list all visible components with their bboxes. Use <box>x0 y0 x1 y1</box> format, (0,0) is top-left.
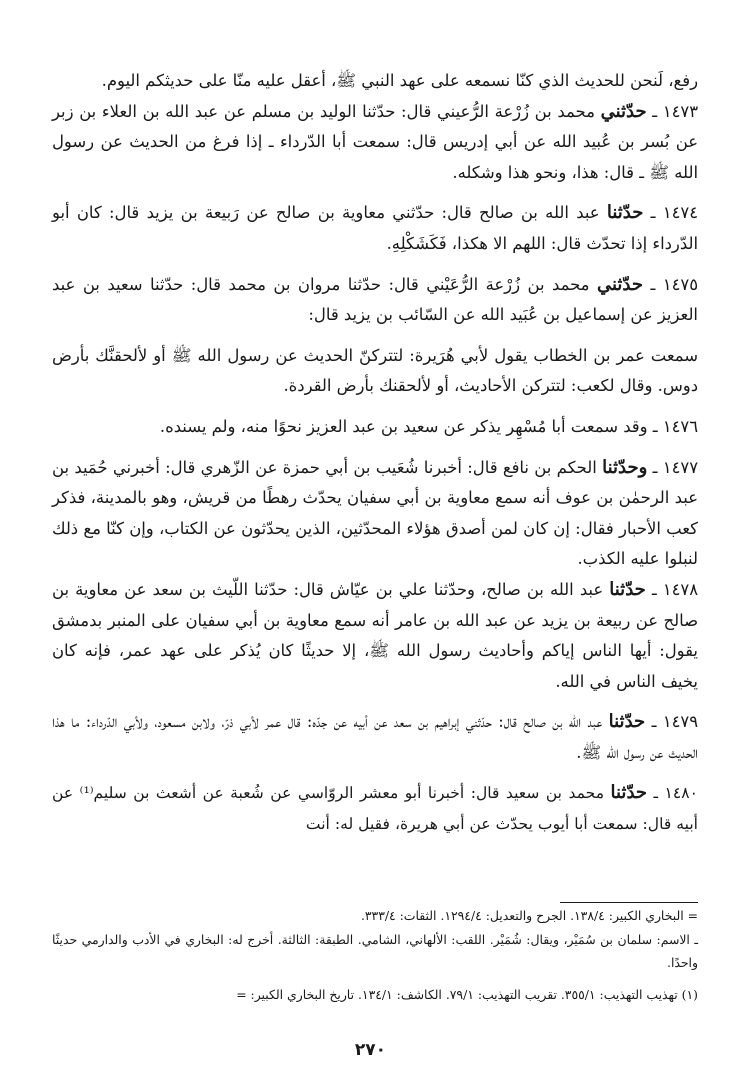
hadith-number: ١٤٧٤ ـ <box>650 203 698 223</box>
hadith-1476: ١٤٧٦ ـ وقد سمعت أبا مُسْهِر يذكر عن سعيد بن عبد العزيز نحوًا منه، ولم يسنده. <box>159 416 698 436</box>
hadith-text: عبد الله بن صالح، وحدّثنا علي بن عيّاش قال: حدّثنا اللّيث بن سعد عن معاوية بن صالح عن ربيعة بن يزيد عن عبد الله بن عامر أنه سمع معاوية بن أبي سفيان على المنبر بدمشق يقول: أيها الناس إياكم وأحاديث رسول الله ﷺ، إلا حديثًا كان يُذكر على عهد عمر، فإنه كان يخيف الناس في الله. <box>52 579 698 691</box>
footnote-continuation: = البخاري الكبير: ١٣٨/٤. الجرح والتعديل: ١٢٩٤/٤. الثقات: ٣٣٣/٤. <box>360 908 698 923</box>
paragraph-continuation: رفع، لَنحن للحديث الذي كنّا نسمعه على عهد النبي ﷺ، أعقل عليه منّا على حديثكم اليوم. <box>101 71 698 90</box>
footnote-separator <box>560 902 698 903</box>
hadith-text: عبد الله بن صالح قال: حدّثني إبراهيم بن سعد عن أبيه عن جدّه: قال عمر لأبي ذرّ، ولابن مسعود، ولأبي الدّرداء: ما هذا الحديث عن رسول الله ﷺ. <box>52 712 698 762</box>
hadith-text: محمد بن زُرْعة الرُّعيني قال: حدّثنا الوليد بن مسلم عن عبد الله بن العلاء بن زبر عن بُسر بن عُبيد الله عن أبي إدريس قال: سمعت أبا الدّرداء ـ إذا فرغ من الحديث عن رسول الله ﷺ ـ قال: هذا، ونحو هذا وشكله. <box>52 101 698 182</box>
footnote-narrator-info: ـ الاسم: سلمان بن سُمَيْر، ويقال: شُمَيْر. اللقب: الألهاني، الشامي. الطبقة: الثالثة. أخرج له: البخاري في الأدب والدارمي حديثًا واحدًا. <box>52 931 698 971</box>
hadith-1478 <box>52 575 698 697</box>
hadith-number: ١٤٨٠ ـ <box>653 784 698 803</box>
hadith-keyword: حدّثني <box>600 100 647 122</box>
hadith-number: ١٤٧٩ ـ <box>651 712 698 732</box>
footnotes <box>52 904 698 1006</box>
hadith-keyword: حدّثنا <box>606 202 644 224</box>
hadith-1473 <box>52 97 698 189</box>
footnote-1: (١) تهذيب التهذيب: ٣٥٥/١. تقريب التهذيب: ٧٩/١. الكاشف: ١٣٤/١. تاريخ البخاري الكبير: = <box>236 986 698 1002</box>
hadith-text: محمد بن زُرْعة الرُّعَيْني قال: حدّثنا مروان بن محمد قال: حدّثنا سعيد بن عبد العزيز عن إسماعيل بن عُبَيد الله عن السّائب بن يزيد قال: <box>52 274 698 325</box>
hadith-number: ١٤٧٧ ـ <box>652 457 698 477</box>
hadith-number: ١٤٧٨ ـ <box>651 579 699 599</box>
hadith-keyword: وحدّثنا <box>602 456 648 478</box>
hadith-1475-matn: سمعت عمر بن الخطاب يقول لأبي هُرَيرة: لتتركنّ الحديث عن رسول الله ﷺ أو لألحقنَّك بأرض دوس. وقال لكعب: لتتركن الأحاديث، أو لألحقنك بأرض القردة. <box>52 345 698 396</box>
hadith-1479 <box>52 707 698 768</box>
page-number: ٢٧٠ <box>354 1040 387 1060</box>
hadith-1475 <box>52 270 698 331</box>
hadith-keyword: حدّثنا <box>610 782 648 804</box>
hadith-keyword: حدّثنا <box>608 711 646 733</box>
hadith-text: الحكم بن نافع قال: أخبرنا شُعَيب بن أبي حمزة عن الزّهري قال: أخبرني حُمَيد بن عبد الرحمٰن بن عوف أنه سمع معاوية بن أبي سفيان يحدّث رهطًا من قريش، وهو بالمدينة، فذكر كعب الأحبار فقال: إن كان لمن أصدق هؤلاء المحدّثين، الذين يحدّثون عن الكتاب، وإن كنّا مع ذلك لنبلوا عليه الكذب. <box>52 457 698 569</box>
hadith-number: ١٤٧٣ ـ <box>652 101 699 121</box>
hadith-1480 <box>52 778 698 839</box>
hadith-text: محمد بن سعيد قال: أخبرنا أبو معشر الروّاسي عن شُعبة عن أشعث بن سليم⁽¹⁾ عن أبيه قال: سمعت أبا أيوب يحدّث عن أبي هريرة، فقيل له: أنت <box>52 784 698 834</box>
hadith-text: عبد الله بن صالح قال: حدّثني معاوية بن صالح عن رَبيعة بن يزيد قال: كان أبو الدّرداء إذا تحدّث قال: اللهم الا هكذا، فَكَشَكْلِهِ. <box>52 203 698 253</box>
hadith-keyword: حدّثني <box>596 273 643 295</box>
hadith-number: ١٤٧٥ ـ <box>650 274 699 294</box>
hadith-keyword: حدّثنا <box>609 578 646 600</box>
hadith-1477 <box>52 453 698 575</box>
hadith-1474 <box>52 198 698 259</box>
main-text <box>52 66 698 840</box>
